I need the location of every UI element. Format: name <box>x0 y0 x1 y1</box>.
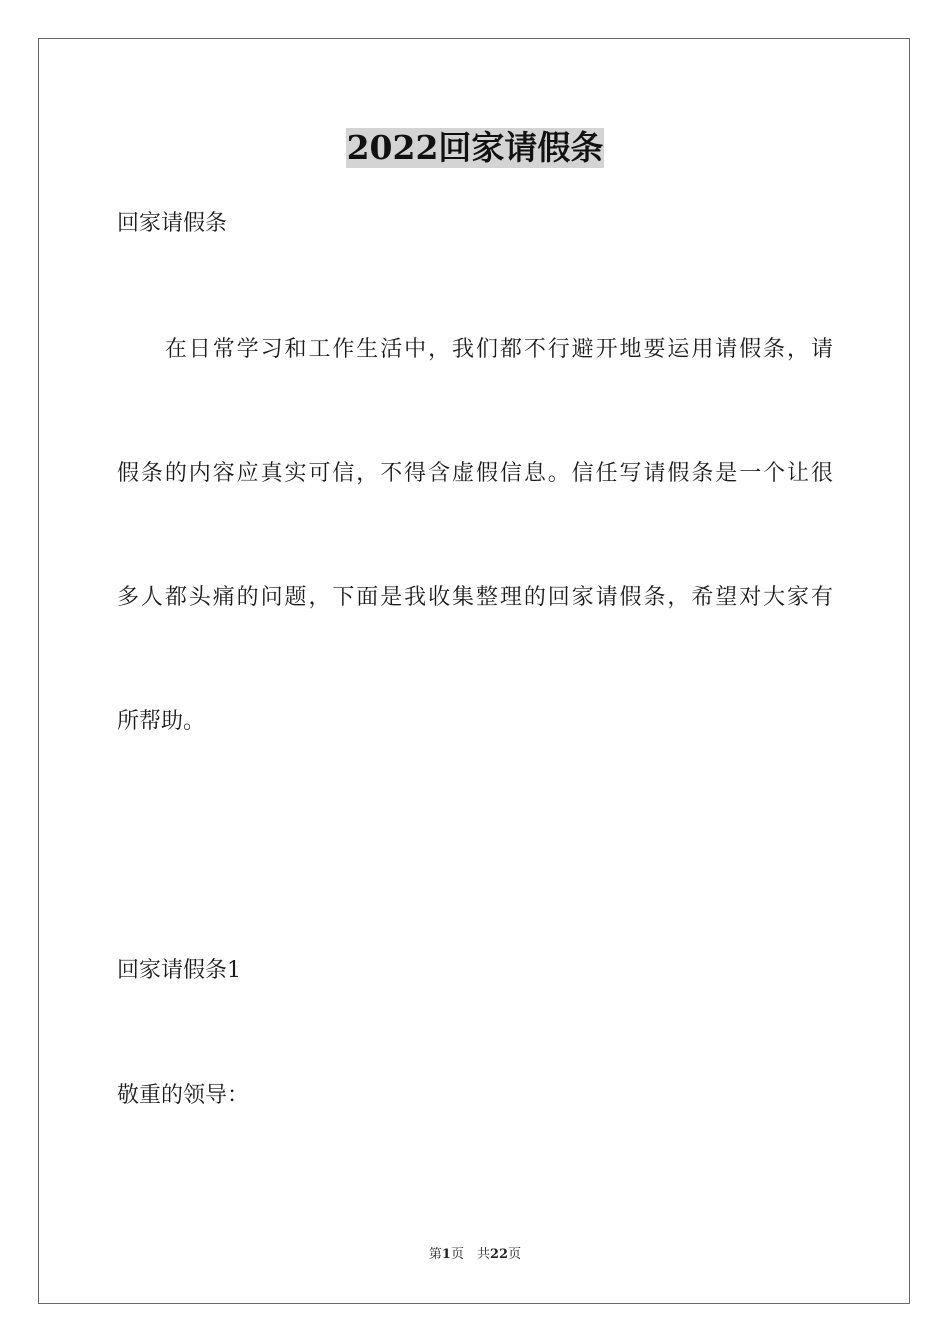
intro-line-2: 假条的内容应真实可信，不得含虚假信息。信任写请假条是一个让很 <box>117 461 833 486</box>
section-heading: 回家请假条1 <box>117 958 241 983</box>
footer-suffix: 页 <box>508 1247 522 1262</box>
title-container <box>0 128 950 168</box>
intro-line-4: 所帮助。 <box>117 709 206 734</box>
footer-mid: 页 共 <box>450 1247 490 1262</box>
footer-prefix: 第 <box>428 1247 442 1262</box>
salutation: 敬重的领导： <box>117 1083 250 1108</box>
document-subtitle: 回家请假条 <box>117 211 228 236</box>
intro-line-1: 在日常学习和工作生活中，我们都不行避开地要运用请假条，请 <box>117 337 833 362</box>
document-title: 2022回家请假条 <box>346 128 604 167</box>
footer-page-current: 1 <box>441 1247 451 1262</box>
intro-line-3: 多人都头痛的问题，下面是我收集整理的回家请假条，希望对大家有 <box>117 585 833 610</box>
footer-page-total: 22 <box>489 1247 509 1262</box>
page-footer <box>0 1246 950 1264</box>
